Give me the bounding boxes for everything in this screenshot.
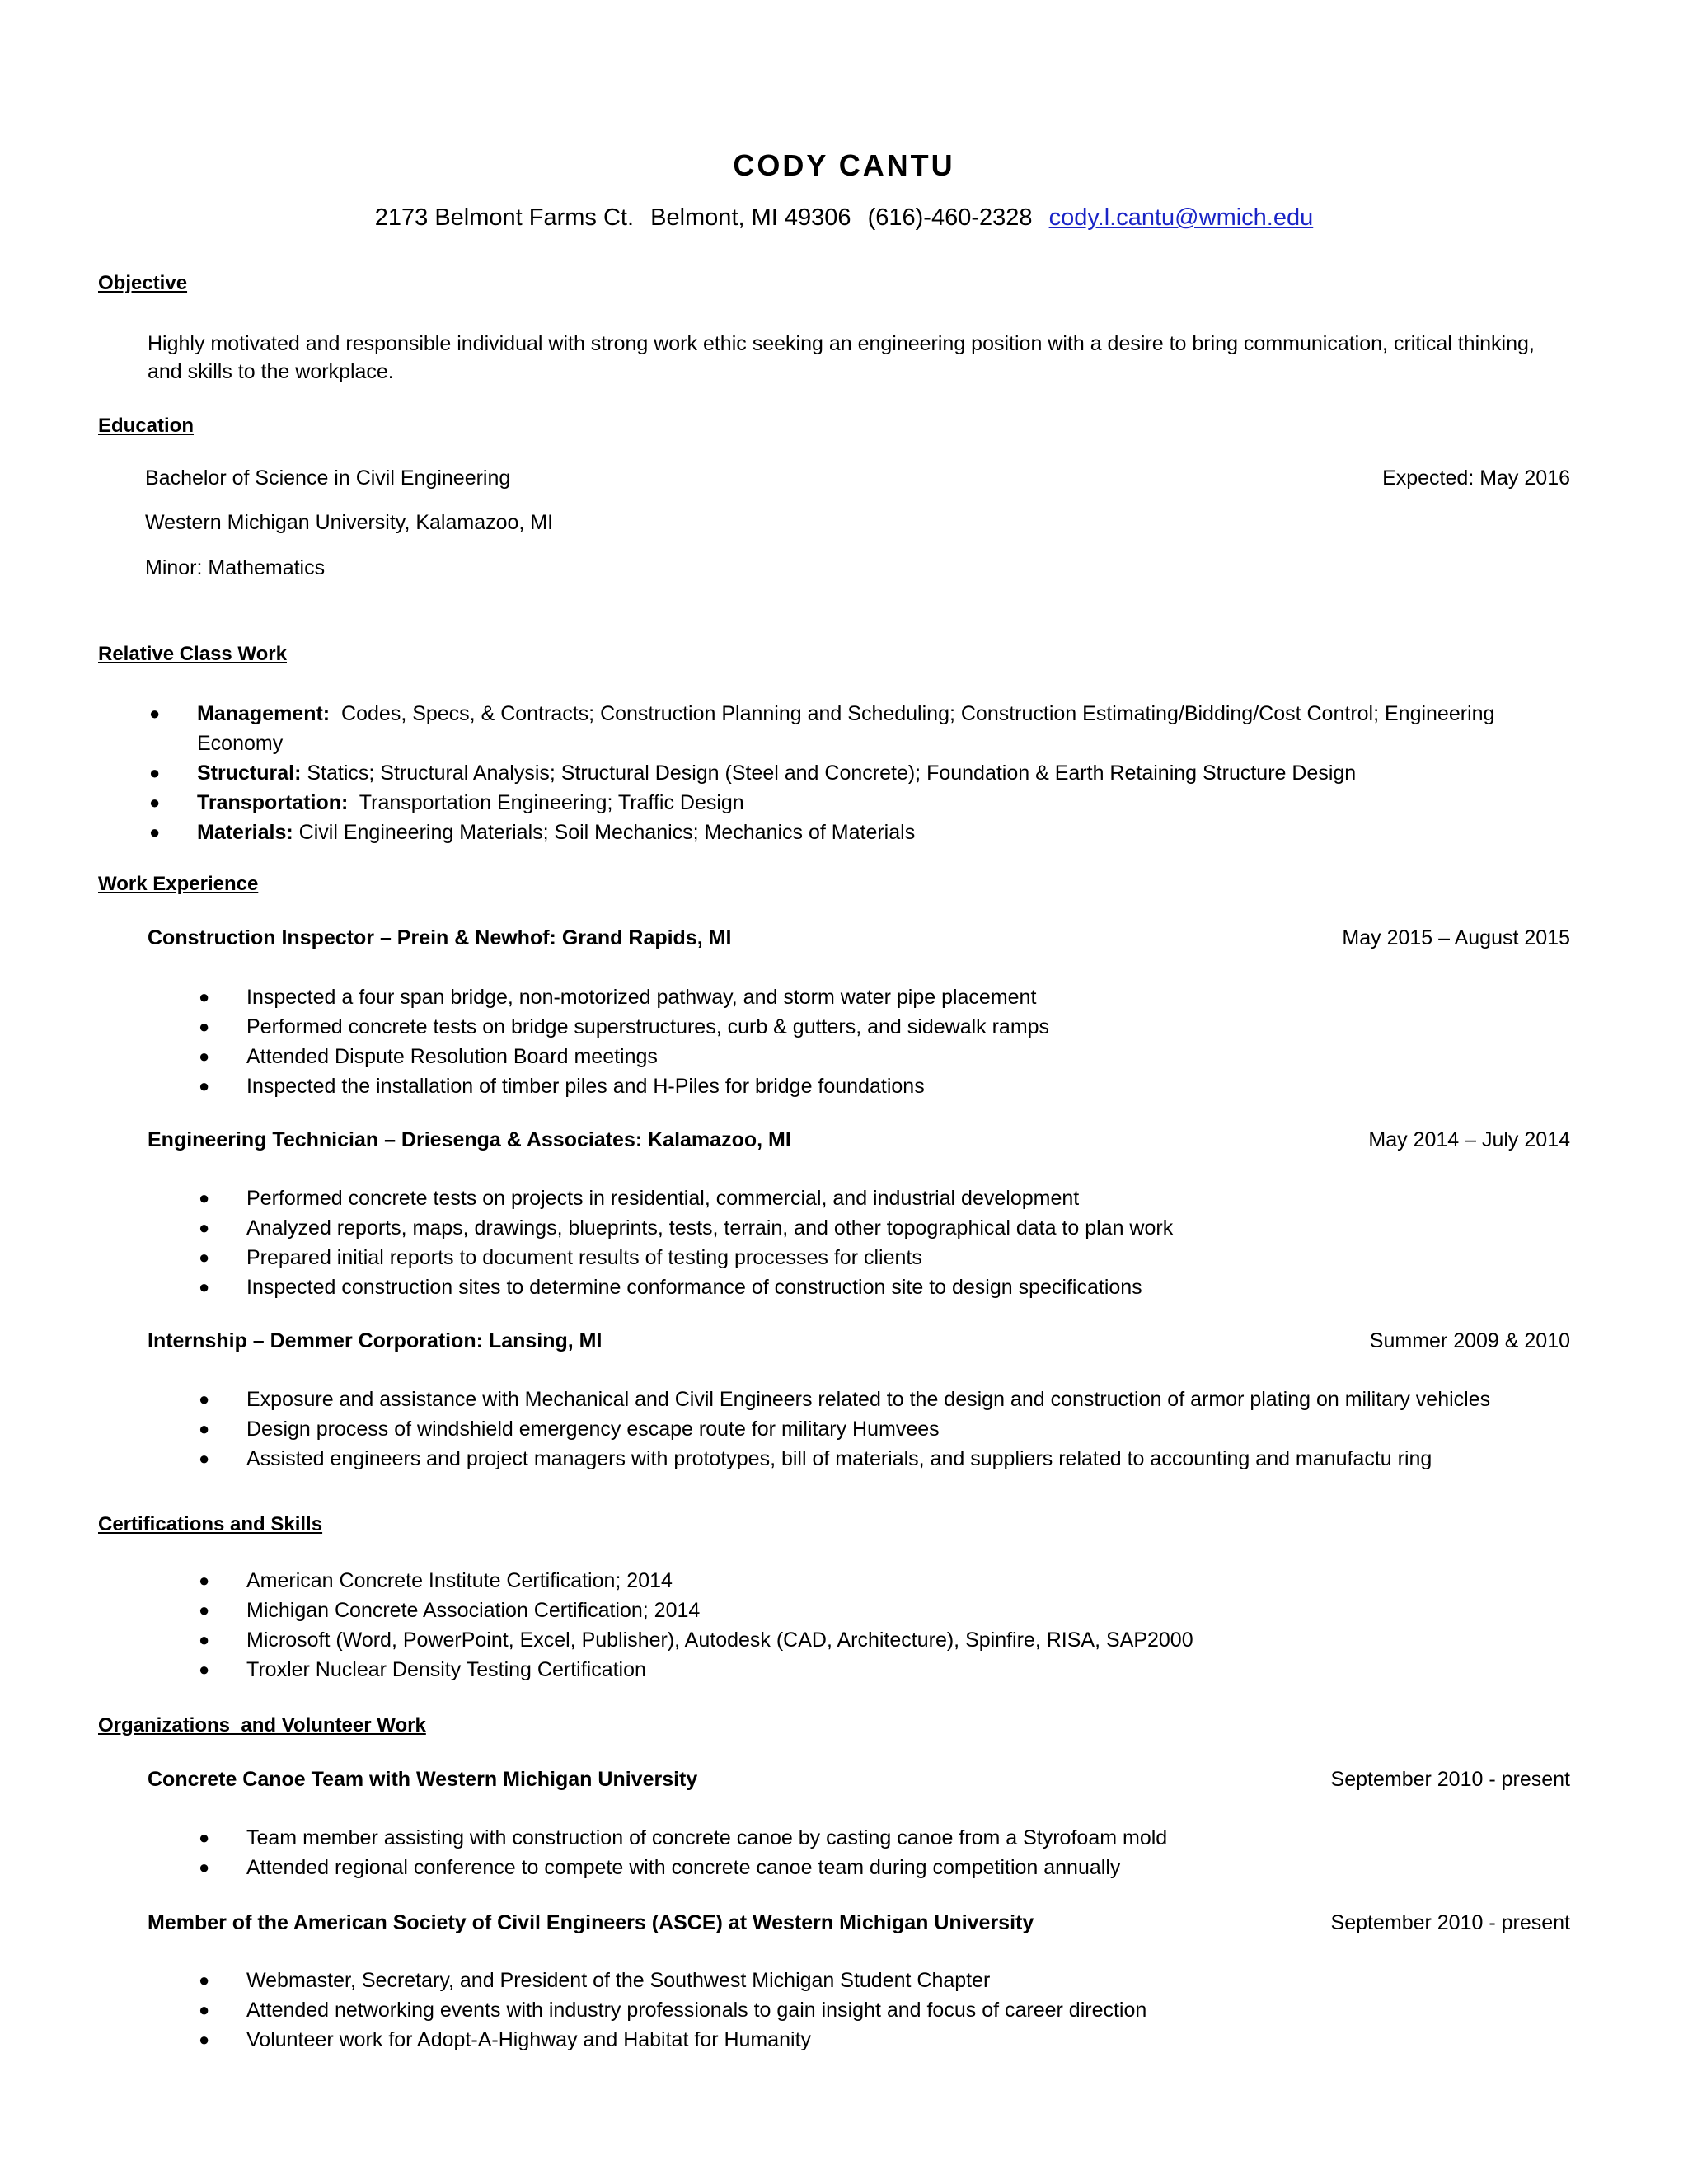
list-item: ● Inspected construction sites to determine conformance of construction site to design specifications: [246, 1272, 1173, 1302]
list-item: ● Inspected a four span bridge, non-motorized pathway, and storm water pipe placement: [246, 982, 1049, 1012]
contact-line: [0, 204, 1688, 232]
list-item: ● Inspected the installation of timber piles and H-Piles for bridge foundations: [246, 1071, 1049, 1101]
bullet-icon: ●: [199, 1629, 210, 1650]
objective-text: Highly motivated and responsible individual with strong work ethic seeking an engineering position with a desire to bring communication, critical thinking, and skills to the workplace.: [148, 332, 1535, 383]
organization-title: Concrete Canoe Team with Western Michigan University: [148, 1768, 698, 1791]
bullet-icon: ●: [199, 2029, 210, 2050]
classwork-heading: Relative Class Work: [98, 643, 287, 665]
job-duties: [199, 982, 1050, 1101]
job-duties: [199, 1183, 1174, 1302]
job-duties: [199, 1385, 1491, 1474]
list-item: ● Attended Dispute Resolution Board meetings: [246, 1042, 1049, 1071]
objective-heading: Objective: [98, 272, 188, 294]
list-item: ● Michigan Concrete Association Certification; 2014: [246, 1596, 1193, 1625]
work-heading: Work Experience: [98, 873, 259, 895]
list-item: ● Analyzed reports, maps, drawings, blueprints, tests, terrain, and other topographical data to plan work: [246, 1213, 1173, 1243]
degree: Bachelor of Science in Civil Engineering: [145, 466, 511, 490]
bullet-icon: ●: [149, 792, 161, 813]
list-item: ● Team member assisting with construction of concrete canoe by casting canoe from a Styrofoam mold: [246, 1823, 1167, 1853]
list-item: ● Exposure and assistance with Mechanical and Civil Engineers related to the design and construction of armor plating on military vehicles: [246, 1385, 1490, 1414]
list-item: ● Transportation: Transportation Engineering; Traffic Design: [197, 788, 1549, 818]
bullet-icon: ●: [199, 987, 210, 1007]
job-title: Internship – Demmer Corporation: Lansing, MI: [148, 1329, 603, 1352]
bullet-icon: ●: [199, 1046, 210, 1066]
bullet-icon: ●: [199, 1659, 210, 1680]
education-heading: Education: [98, 415, 195, 437]
certifications-heading: Certifications and Skills: [98, 1513, 323, 1535]
job-dates: Summer 2009 & 2010: [1369, 1329, 1570, 1352]
bullet-icon: ●: [199, 1999, 210, 2020]
job-dates: May 2015 – August 2015: [1342, 926, 1570, 949]
bullet-icon: ●: [149, 822, 161, 842]
graduation-date: Expected: May 2016: [1382, 466, 1570, 490]
bullet-icon: ●: [199, 1570, 210, 1591]
list-item: ● Volunteer work for Adopt-A-Highway and Habitat for Humanity: [246, 2025, 1146, 2055]
bullet-icon: ●: [149, 703, 161, 724]
certifications-list: [199, 1566, 1193, 1685]
list-item: ● Performed concrete tests on bridge superstructures, curb & gutters, and sidewalk ramps: [246, 1012, 1049, 1042]
bullet-icon: ●: [199, 1217, 210, 1238]
email-link[interactable]: cody.l.cantu@wmich.edu: [1048, 204, 1314, 231]
bullet-icon: ●: [199, 1016, 210, 1037]
organization-duties: [199, 1966, 1147, 2055]
list-item: ● Management: Codes, Specs, & Contracts; Construction Planning and Scheduling; Construction Estimating/Bidding/Cost Control; Engineering Economy: [197, 699, 1549, 758]
organizations-heading: Organizations and Volunteer Work: [98, 1714, 426, 1736]
list-item: ● Assisted engineers and project managers with prototypes, bill of materials, and suppliers related to accounting and manufactu ring: [246, 1444, 1490, 1474]
bullet-icon: ●: [199, 1600, 210, 1620]
list-item: ● Materials: Civil Engineering Materials; Soil Mechanics; Mechanics of Materials: [197, 818, 1549, 847]
job-title: Construction Inspector – Prein & Newhof: Grand Rapids, MI: [148, 926, 732, 949]
list-item: ● Prepared initial reports to document results of testing processes for clients: [246, 1243, 1173, 1272]
organization-dates: September 2010 - present: [1330, 1768, 1570, 1791]
address: 2173 Belmont Farms Ct.: [374, 204, 635, 231]
bullet-icon: ●: [199, 1076, 210, 1096]
list-item: ● Microsoft (Word, PowerPoint, Excel, Publisher), Autodesk (CAD, Architecture), Spinfire, RISA, SAP2000: [246, 1625, 1193, 1655]
list-item: ● American Concrete Institute Certification; 2014: [246, 1566, 1193, 1596]
list-item: ● Troxler Nuclear Density Testing Certification: [246, 1655, 1193, 1685]
list-item: ● Design process of windshield emergency escape route for military Humvees: [246, 1414, 1490, 1444]
school: Western Michigan University, Kalamazoo, MI: [145, 511, 554, 534]
bullet-icon: ●: [199, 1418, 210, 1439]
list-item: ● Structural: Statics; Structural Analysis; Structural Design (Steel and Concrete); Foundation & Earth Retaining Structure Design: [197, 758, 1549, 788]
list-item: ● Webmaster, Secretary, and President of the Southwest Michigan Student Chapter: [246, 1966, 1146, 1995]
bullet-icon: ●: [199, 1970, 210, 1990]
list-item: ● Performed concrete tests on projects in residential, commercial, and industrial development: [246, 1183, 1173, 1213]
list-item: ● Attended regional conference to compete with concrete canoe team during competition annually: [246, 1853, 1167, 1882]
list-item: ● Attended networking events with industry professionals to gain insight and focus of career direction: [246, 1995, 1146, 2025]
bullet-icon: ●: [199, 1448, 210, 1469]
organization-dates: September 2010 - present: [1330, 1911, 1570, 1934]
bullet-icon: ●: [199, 1247, 210, 1268]
job-title: Engineering Technician – Driesenga & Associates: Kalamazoo, MI: [148, 1128, 791, 1151]
bullet-icon: ●: [149, 762, 161, 783]
phone-number: (616)-460-2328: [867, 204, 1033, 231]
candidate-name: CODY CANTU: [733, 148, 955, 182]
bullet-icon: ●: [199, 1827, 210, 1848]
bullet-icon: ●: [199, 1277, 210, 1297]
bullet-icon: ●: [199, 1188, 210, 1208]
organization-title: Member of the American Society of Civil Engineers (ASCE) at Western Michigan University: [148, 1911, 1034, 1934]
bullet-icon: ●: [199, 1857, 210, 1877]
minor: Minor: Mathematics: [145, 556, 326, 579]
classwork-list: [149, 699, 1549, 847]
job-dates: May 2014 – July 2014: [1368, 1128, 1570, 1151]
city-state-zip: Belmont, MI 49306: [650, 204, 851, 231]
organization-duties: [199, 1823, 1168, 1882]
bullet-icon: ●: [199, 1389, 210, 1409]
